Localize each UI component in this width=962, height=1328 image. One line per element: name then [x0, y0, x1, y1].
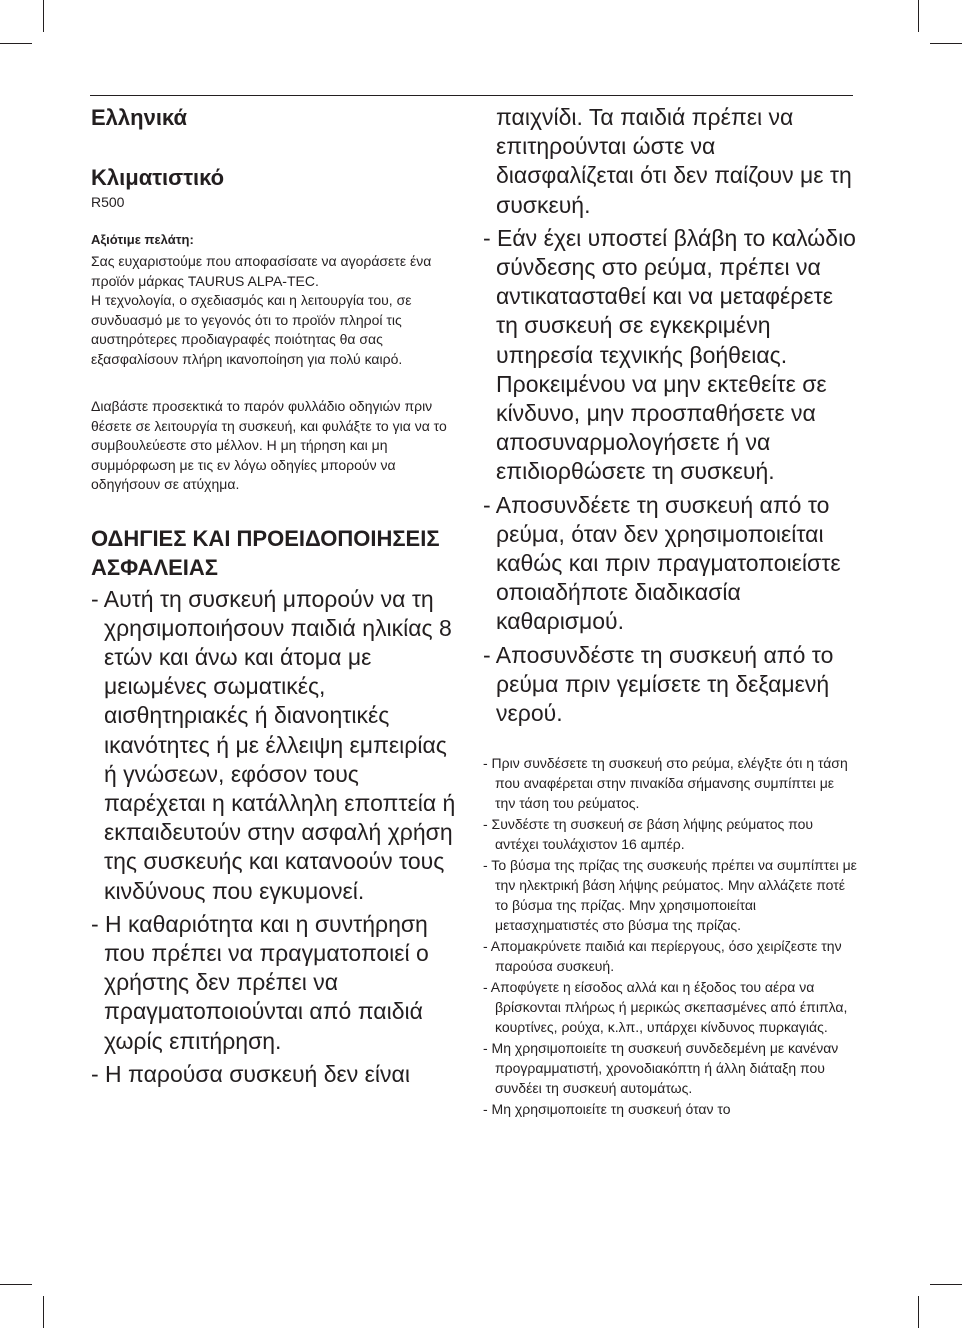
crop-mark-bottom-right: [918, 1296, 919, 1328]
crop-mark-top-left: [43, 0, 44, 32]
safety-item: - Αποσυνδέετε τη συσκευή από το ρεύμα, όταν δεν χρησιμοποιείται καθώς και πριν πραγματοποιείστε οποιαδήποτε διαδικασία καθαρισμού.: [483, 491, 841, 635]
safety-small-item: - Απομακρύνετε παιδιά και περίεργους, όσο χειρίζεστε την παρούσα συσκευή.: [483, 937, 842, 974]
safety-small-item: - Πριν συνδέσετε τη συσκευή στο ρεύμα, ελέγξτε ότι η τάση που αναφέρεται στην πινακίδα σήμανσης συμπίπτει με την τάση του ρεύματος.: [483, 755, 848, 811]
safety-item: - Αυτή τη συσκευή μπορούν να τη χρησιμοποιήσουν παιδιά ηλικίας 8 ετών και άνω και άτομα με μειωμένες σωματικές, αισθητηριακές ή διανοητικές ικανότητες ή με έλλειψη εμπειρίας ή γνώσεων, εφόσον τους παρέχεται η κατάλληλη εποπτεία ή εκπαιδευτούν στην ασφαλή χρήση της συσκευής και κατανοούν τους κινδύνους που εγκυμονεί.: [91, 585, 456, 904]
safety-small-item: - Το βύσμα της πρίζας της συσκευής πρέπει να συμπίπτει με την ηλεκτρική βάση λήψης ρεύματος. Μην αλλάζετε ποτέ το βύσμα της πρίζας. Μην χρησιμοποιείται μετασχηματιστές στο βύσμα της πρίζας.: [483, 857, 857, 933]
intro-paragraph-3: Διαβάστε προσεκτικά το παρόν φυλλάδιο οδηγιών πριν θέσετε σε λειτουργία τη συσκευή, και φυλάξτε το για να το συμβουλεύεστε στο μέλλον. Η μη τήρηση και μη συμμόρφωση με τις εν λόγω οδηγίες μπορούν να οδηγήσουν σε ατύχημα.: [91, 398, 447, 492]
left-column: [91, 103, 466, 1093]
safety-list-left: [91, 585, 466, 1089]
right-column: [483, 103, 858, 1121]
intro-paragraph-2: Η τεχνολογία, ο σχεδιασμός και η λειτουργία του, σε συνδυασμό με το γεγονός ότι το προϊόν πληροί τις αυστηρότερες προδιαγραφές ποιότητας θα σας εξασφαλίσουν πλήρη ικανοποίηση για πολύ καιρό.: [91, 292, 412, 367]
safety-item-continuation: παιχνίδι. Τα παιδιά πρέπει να επιτηρούνται ώστε να διασφαλίζεται ότι δεν παίζουν με τη συσκευή.: [496, 104, 852, 218]
intro-paragraph-1: Σας ευχαριστούμε που αποφασίσατε να αγοράσετε ένα προϊόν μάρκας TAURUS ALPA-TEC.: [91, 253, 432, 289]
model-number: R500: [91, 194, 125, 210]
header-rule: [90, 95, 853, 96]
safety-small-item: - Μη χρησιμοποιείτε τη συσκευή συνδεδεμένη με κανέναν προγραμματιστή, χρονοδιακόπτη ή άλλη διάταξη που συνδέει τη συσκευή αυτομάτως.: [483, 1039, 839, 1096]
product-title: Κλιματιστικό: [91, 165, 225, 190]
crop-mark-bottom-left: [43, 1296, 44, 1328]
crop-mark-top-right: [918, 0, 919, 32]
language-label: Ελληνικά: [91, 105, 187, 130]
crop-mark-top-right-h: [930, 43, 962, 44]
safety-item: - Η καθαριότητα και η συντήρηση που πρέπει να πραγματοποιεί ο χρήστης δεν πρέπει να πραγματοποιούνται από παιδιά χωρίς επιτήρηση.: [91, 910, 429, 1054]
safety-list-right: [483, 224, 858, 728]
safety-item: - Εάν έχει υποστεί βλάβη το καλώδιο σύνδεσης στο ρεύμα, πρέπει να αντικατασταθεί και να μεταφέρετε τη συσκευή σε εγκεκριμένη υπηρεσία τεχνικής βοήθειας. Προκειμένου να μην εκτεθείτε σε κίνδυνο, μην προσπαθήσετε να αποσυναρμολογήσετε ή να επιδιορθώσετε τη συσκευή.: [483, 224, 856, 485]
safety-item: - Η παρούσα συσκευή δεν είναι: [91, 1060, 410, 1087]
safety-small-item: - Συνδέστε τη συσκευή σε βάση λήψης ρεύματος που αντέχει τουλάχιστον 16 αμπέρ.: [483, 816, 814, 852]
safety-small-item: - Αποφύγετε η είσοδος αλλά και η έξοδος του αέρα να βρίσκονται πλήρως ή μερικώς σκεπασμένες από έπιπλα, κουρτίνες, ρούχα, κ.λπ., υπάρχει κίνδυνος πυρκαγιάς.: [483, 979, 848, 1035]
crop-mark-bottom-left-h: [0, 1284, 32, 1285]
safety-item: - Αποσυνδέστε τη συσκευή από το ρεύμα πριν γεμίσετε τη δεξαμενή νερού.: [483, 641, 834, 727]
safety-small-item: - Μη χρησιμοποιείτε τη συσκευή όταν το: [483, 1100, 731, 1117]
crop-mark-top-left-h: [0, 43, 32, 44]
safety-heading: ΟΔΗΓΙΕΣ ΚΑΙ ΠΡΟΕΙΔΟΠΟΙΗΣΕΙΣ ΑΣΦΑΛΕΙΑΣ: [91, 525, 440, 580]
safety-small-list: [483, 754, 858, 1119]
greeting: Αξιότιμε πελάτη:: [91, 232, 194, 247]
crop-mark-bottom-right-h: [930, 1284, 962, 1285]
